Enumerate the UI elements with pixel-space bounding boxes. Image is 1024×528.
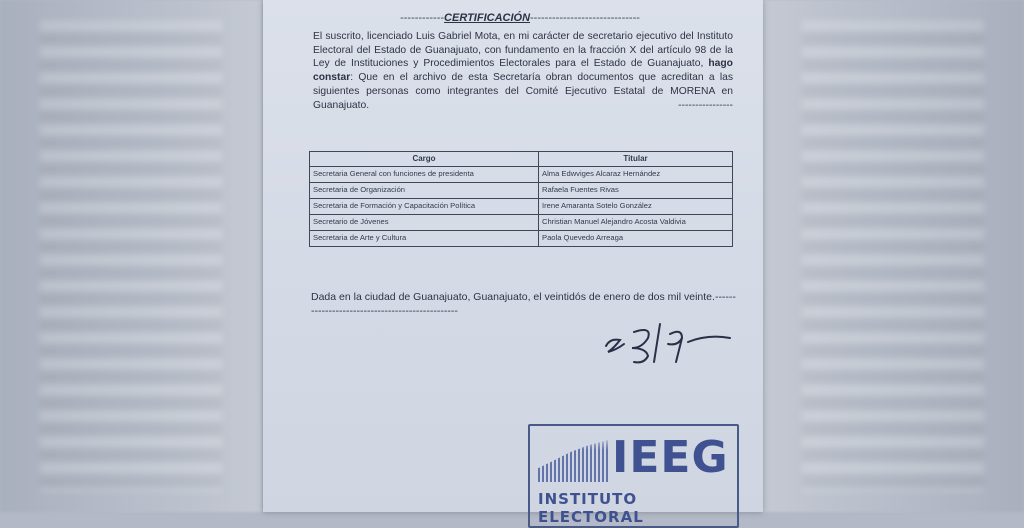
- table-row: [310, 183, 733, 199]
- cargo-cell: Secretaria de Arte y Cultura: [310, 231, 539, 247]
- table-row: [310, 199, 733, 215]
- table-row: [310, 167, 733, 183]
- heading-title: CERTIFICACIÓN: [444, 12, 531, 24]
- table-header-row: [310, 152, 733, 167]
- certificate-heading: [315, 10, 725, 26]
- table-row: [310, 215, 733, 231]
- logo-bars-graphic: [538, 436, 610, 482]
- cargo-cell: Secretaria de Organización: [310, 183, 539, 199]
- titular-cell: Irene Amaranta Sotelo González: [539, 199, 733, 215]
- titular-cell: Rafaela Fuentes Rivas: [539, 183, 733, 199]
- certificate-document: [263, 0, 763, 526]
- paragraph-text-end: : Que en el archivo de esta Secretaría obran documentos que acreditan a las siguientes personas como integrantes del Comité Ejecutivo Estatal de MORENA en Guanajuato. ----------------: [313, 72, 733, 111]
- paragraph-text-start: El suscrito, licenciado Luis Gabriel Mota, en mi carácter de secretario ejecutivo del Instituto Electoral del Estado de Guanajuato, con fundamento en la fracción X del artículo 98 de la Ley de Instituciones y Procedimientos Electorales para el Estado de Guanajuato,: [313, 31, 733, 70]
- titular-cell: Paola Quevedo Arreaga: [539, 231, 733, 247]
- ieeg-logo-stamp: [528, 424, 739, 528]
- committee-table: [309, 151, 733, 247]
- column-header-cargo: Cargo: [310, 152, 539, 167]
- certification-paragraph: [313, 30, 733, 112]
- titular-cell: Christian Manuel Alejandro Acosta Valdivia: [539, 215, 733, 231]
- column-header-titular: Titular: [539, 152, 733, 167]
- logo-institution-name: INSTITUTO ELECTORAL: [538, 490, 644, 526]
- table-row: [310, 231, 733, 247]
- heading-right-dashes: ------------------------------: [530, 12, 640, 24]
- logo-wordmark: IEEG: [612, 432, 729, 483]
- cargo-cell: Secretaria de Formación y Capacitación Política: [310, 199, 539, 215]
- handwritten-signature: [598, 318, 738, 366]
- blurred-background-left: [0, 0, 262, 512]
- cargo-cell: Secretario de Jóvenes: [310, 215, 539, 231]
- cargo-cell: Secretaria General con funciones de presidenta: [310, 167, 539, 183]
- titular-cell: Alma Edwviges Alcaraz Hernández: [539, 167, 733, 183]
- blurred-background-right: [762, 0, 1024, 512]
- paragraph-bold-phrase: hago constar: [313, 58, 733, 84]
- heading-left-dashes: ------------: [400, 12, 445, 24]
- date-statement: Dada en la ciudad de Guanajuato, Guanajuato, el veintidós de enero de dos mil veinte.------------------------------------------------: [311, 291, 736, 317]
